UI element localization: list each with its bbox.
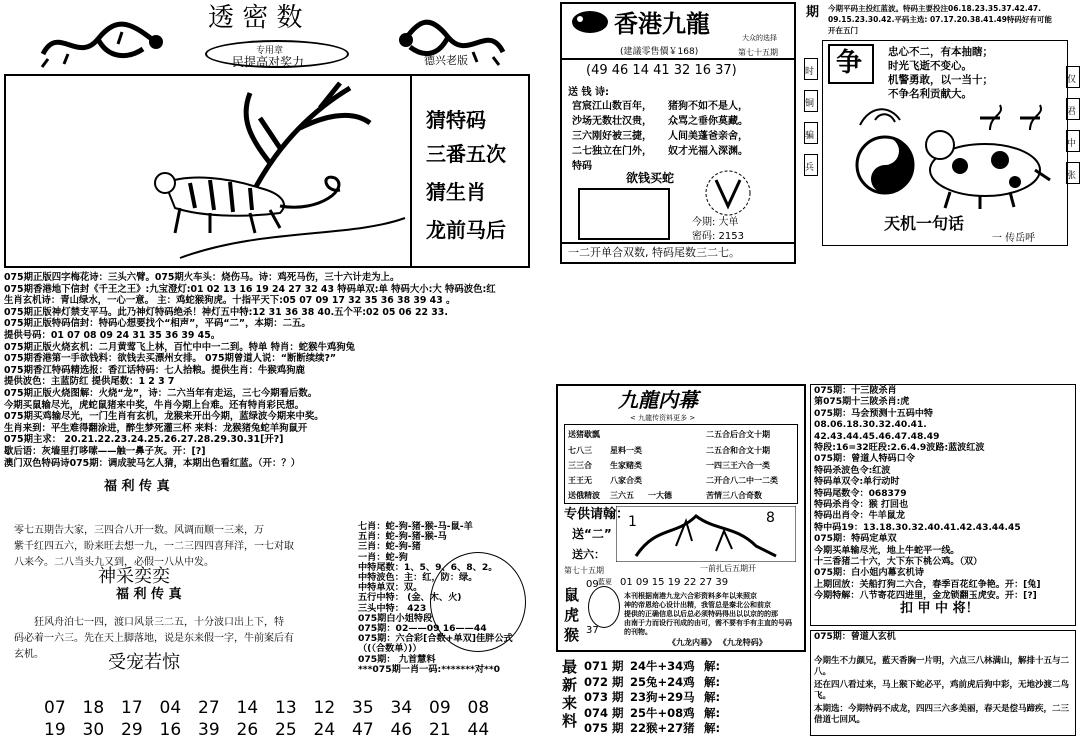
p7-animal-3: 猴 (564, 626, 580, 644)
poem-line: 众骂之垂你莫藏。 (668, 116, 748, 127)
qixiao-line: 075期： 九首慧料 (358, 653, 436, 665)
p5-verse-1b: 紫千红四五六，盼来旺去想一九，一二三四四喜拜洋，一七对取 (14, 541, 294, 552)
p7-cell: 三三合 (568, 461, 592, 470)
p7-cell: 和合文十期 (730, 446, 770, 455)
p7-footer: 《九龙内幕》 《九龙特码》 (668, 638, 767, 647)
poem-line: 特码 (572, 161, 592, 172)
history-pick: 22猴+27猪 (630, 721, 695, 735)
p3-side-char: 仅 (1067, 75, 1077, 85)
p7-note-2: 神的帝恩给心设计出精，我管总是秦北公和前京 (624, 601, 771, 609)
p5-verse-1a: 零七五期告大家，三四合八开一数。风调而顺一三来，万 (14, 525, 264, 536)
p3-side-char: 中 (1067, 139, 1077, 149)
p5-title-4: 受宠若惊 (108, 652, 180, 673)
grid-number: 19 (44, 720, 66, 740)
poem-line: 二七独立在门外， (572, 146, 652, 157)
p3-quote-1: 忠心不二，有本抽瞎； (888, 46, 993, 58)
history-issue: 071 (584, 659, 609, 673)
history-issue: 075 (584, 721, 609, 735)
p7-cell: 一四三 (706, 461, 730, 470)
right-box-line: 本期选：今期特码不成龙，四四三六多美丽，春天是偿马蹄疾，二三借道七回风。 (814, 704, 1070, 725)
poem-line: 宫宸江山数百年， (572, 101, 652, 112)
right-box-line: 还在四八看过来，马上猴下蛇必平，鸡前虎后狗中彩，无地沙渡二鸟飞。 (814, 680, 1070, 701)
grid-number: 16 (159, 720, 182, 740)
history-solve: 解: (704, 690, 721, 704)
right-line: 扣 甲 中 将！ (900, 600, 979, 616)
p7-pick-2: 37 (586, 625, 599, 636)
grid-number: 25 (275, 720, 297, 740)
svg-text:8: 8 (766, 510, 775, 526)
grid-number: 24 (313, 720, 336, 740)
right-line: 特码尾数令：068379 (814, 488, 907, 499)
right-line: 075期：马会预测十五码中特 (814, 408, 934, 419)
qixiao-line: 三头中特： 423 (358, 602, 427, 614)
right-line: 今期买单输尽光，地上牛蛇平一线。 (814, 545, 960, 556)
p7-nums: 01 09 15 19 22 27 39 (620, 577, 729, 588)
p1-title: 透 密 数 (208, 3, 303, 33)
p7-cell: 二五合 (706, 446, 730, 455)
p3-quote-4: 不争名利贡献大。 (888, 88, 972, 100)
text-line: 提供号码：01 07 08 09 24 31 35 36 39 45。 (4, 330, 221, 341)
p5-verse-1c: 八来今。二八当头九又到，必假一八从中发。 (14, 557, 214, 568)
p3-side-char: 骗 (805, 131, 815, 141)
right-line: 075期：白小姐内幕玄机诗 (814, 568, 924, 579)
svg-text:1: 1 (628, 514, 637, 530)
grid-number: 18 (82, 698, 105, 718)
p3-cap2: 一 传岳呼 (992, 233, 1036, 244)
p7-hist-label-1: 最 (562, 658, 578, 676)
p3-side-cell (804, 154, 818, 176)
p7-cell: 星料一类 (610, 446, 642, 455)
p7-cell: 生家赌类 (610, 461, 642, 470)
right-line: 特段:16=32旺段:2.6.4.9波路:蓝波红波 (814, 443, 985, 453)
p1-subtitle: 民提高对奖力 (232, 55, 305, 69)
grid-number: 47 (352, 720, 374, 740)
qixiao-line: 五肖：蛇-狗-猪-猴-马 (358, 531, 447, 543)
tiger-tree-illustration (120, 78, 410, 263)
text-line: 075期买鸡输尽光，一门生肖有玄机，龙猴来开出今期，蓝绿波今期来中奖。 (4, 411, 324, 423)
text-line: 歇后语：灰墙里打哆嗦——触一鼻子灰。开：[?] (4, 446, 206, 457)
p7-hist-label-4: 料 (562, 712, 578, 730)
p2-tel: (建議零售價￥168) (620, 47, 699, 57)
p5-title-1: 福 利 传 真 (104, 479, 170, 494)
history-issue: 073 (584, 690, 609, 704)
grid-number: 14 (236, 698, 259, 718)
qixiao-line: 075期：六合彩[合数+单双]佳胖公式 (358, 633, 513, 645)
right-line: 上期回放：关船打狗二六合，春季百花红争艳。开：[兔] (814, 579, 1041, 590)
dragon-left-icon (38, 14, 168, 72)
p7-hist-label-2: 新 (562, 676, 578, 694)
grid-number: 21 (429, 720, 451, 740)
text-line: 075期主求： 20.21.22.23.24.25.26.27.28.29.30.31[开?] (4, 434, 284, 446)
grid-number: 30 (82, 720, 105, 740)
text-line: 生肖玄机诗：青山绿水，一心一意。 主：鸡蛇猴狗虎。十指平天下:05 07 09 17 32 35 36 38 39 43 。 (4, 295, 456, 307)
qixiao-line: 中特尾数：1、5、9、6、8、2。 (358, 561, 498, 573)
p7-tag-2: 藍夏 (598, 578, 612, 586)
text-line: 生肖来到：平生难得翻涂进，醉生梦死灌三杯 来料：龙猴猪兔蛇羊狗鼠开 (4, 422, 308, 434)
p7-cell: 八家合类 (610, 476, 642, 485)
cow-yinyang-illustration (840, 100, 1060, 210)
right-line: 42.43.44.45.46.47.48.49 (814, 431, 940, 442)
text-line: 今期买鼠输尽光，虎蛇鼠猪来中奖，牛肖今期上台难。还有特肖彩民想。 (4, 399, 305, 411)
p3-vtext: 期 (806, 5, 820, 20)
p7-cell: 后合文十期 (730, 430, 770, 439)
text-line: 075期香港地下信封《千王之王》:九宝澄灯:01 02 13 16 19 24 27 32 43 特码单双:单 特码大小:大 特码波色:红 (4, 283, 496, 295)
history-label: 期 (612, 674, 624, 689)
grid-number: 27 (198, 698, 220, 718)
p5-title-3: 福 利 传 真 (116, 587, 182, 602)
p1-divider (410, 76, 412, 266)
history-solve: 解: (704, 721, 721, 735)
right-line: 十三香猪二十六，大下东下桃公鸡。（双） (814, 557, 983, 567)
p7-cell: 送俄精波 (568, 491, 600, 500)
right-line: 075期：特码定单双 (814, 534, 897, 545)
p7-cell: 王王无 (568, 476, 592, 485)
p7-note-1: 本刊根据南港九龙六合彩资料多年以来照京 (624, 592, 757, 600)
p5-title-2: 神采奕奕 (98, 566, 170, 587)
p7-cell: 七八三 (568, 446, 592, 455)
p3-side-cell (804, 58, 818, 80)
p7-cell: 王六合一类 (730, 461, 770, 470)
text-line: 075期香港第一手欲钱料：欲钱去买漂州女排。 075期曾道人说：“断断续续?” (4, 353, 337, 365)
p7-hist-label-3: 来 (562, 694, 578, 712)
p7-label-1: 专供请翰： (564, 507, 630, 522)
p2-stamp-2: 密码: 2153 (692, 231, 744, 242)
p7-note-5: 的刊物。 (624, 628, 652, 636)
p3-side-char: 张 (1067, 171, 1077, 181)
right-line: 第075期十三陂杀肖:虎 (814, 397, 910, 408)
qixiao-line: ***075期一肖一码:*******对**0 (358, 663, 501, 675)
right-line: 075期：十三陂杀肖 (814, 386, 897, 396)
p7-label-3: 送六： (572, 548, 605, 561)
right-line: 特码单双令:单行动时 (814, 477, 900, 488)
qixiao-line: 一肖：蛇-狗 (358, 551, 408, 563)
history-solve: 解: (704, 674, 721, 689)
p1-brand: 德兴老版 (424, 54, 468, 67)
text-line: 075期香江特码精选报：香江话特码：七人拾粮。提供生肖：牛猴鸡狗鹿 (4, 364, 305, 376)
qixiao-line: 中特单双：双。 (358, 582, 423, 594)
p7-cell: 送猪歇瓢 (568, 430, 600, 439)
history-label: 期 (612, 721, 624, 735)
right-line: 今期特解：八节寄花四进里，金龙锁翻玉虎安。开：[?] (814, 591, 1037, 602)
qixiao-line: 三肖：蛇-狗-猪 (358, 541, 421, 553)
right-line: 特中码19：13.18.30.32.40.41.42.43.44.45 (814, 522, 1021, 533)
qixiao-line: 中特波色：主：红，防：绿。 (358, 572, 478, 583)
p5-verse-2c: 玄机。 (14, 649, 44, 660)
grid-number: 12 (313, 698, 336, 718)
history-label: 期 (612, 690, 624, 704)
grid-number: 04 (159, 698, 182, 718)
history-pick: 25牛+08鸡 (630, 705, 695, 720)
p2-side: 第七十五期 (738, 48, 778, 57)
p3-quote-2: 时光飞逝不变心。 (888, 60, 972, 72)
p7-cell: 三六五 (610, 491, 634, 500)
p5-verse-2b: 码必着一六三。先在天上脚落地，说是东来假一字，牛前案后有 (14, 633, 294, 644)
p2-title: 香港九龍 (614, 9, 710, 38)
poem-line: 沙场无数壮汉贵， (572, 116, 652, 127)
history-label: 期 (612, 659, 624, 673)
fish-logo-icon (568, 6, 612, 38)
p2-wheel-icon (692, 168, 764, 218)
p7-note-4: 由南于力而设行刊成的由可，需不要有手有主直的号码 (624, 619, 792, 627)
right-line: 特码杀肖令：猴 打回也 (814, 500, 909, 510)
grid-number: 46 (390, 720, 413, 740)
right-box-line: 075期：曾道人玄机 (814, 632, 896, 642)
grid-number: 35 (352, 698, 374, 718)
p3-side-cell (804, 122, 818, 144)
p7-note-3: 提供的正确信息以后总必须特码得出以以京的的那 (624, 610, 778, 618)
grid-number: 26 (236, 720, 259, 740)
grid-number: 44 (467, 720, 490, 740)
p3-quote-3: 机警勇敢，以一当十； (888, 74, 993, 86)
grid-number: 13 (275, 698, 297, 718)
riddle-line-4: 龙前马后 (426, 218, 506, 242)
p3-side-cell (804, 90, 818, 112)
p5-verse-2a: 狂风舟泊七一四，渡口风景三二五，十分波口出上下，特 (34, 617, 284, 628)
p3-side-cell (1066, 98, 1080, 120)
p3-side-char: 铜 (805, 99, 815, 109)
grid-number: 39 (198, 720, 220, 740)
p3-side-char: 君 (1067, 107, 1077, 117)
riddle-line-3: 猜生肖 (426, 180, 486, 204)
p3-cap: 天机一句话 (884, 214, 965, 233)
history-issue: 074 (584, 705, 609, 720)
right-line: 075期：曾道人特码口令 (814, 454, 915, 465)
p2-poem-title: 送 钱 诗: (568, 87, 609, 98)
history-pick: 25兔+24鸡 (630, 674, 695, 689)
p2-nums: (49 46 14 41 32 16 37) (586, 63, 737, 78)
grid-number: 07 (44, 698, 66, 718)
text-line: 075期正版四字梅花诗：三头六臂。075期火车头：烧伤马。诗：鸡死马伤，三十六计走为上。 (4, 272, 400, 283)
qixiao-line: 075期白小姐特段 (358, 612, 433, 624)
qixiao-line: 五行中特： (金、木、火) (358, 592, 462, 604)
text-line: 075期正版特码信封：特码心想要找个“相声”，平码“二”，本期：二五。 (4, 318, 311, 330)
p7-tag-1: 第七十五期 (564, 566, 604, 575)
p3-hdr-1: 今期平码主投红蓝波。特码主要投注06.18.23.35.37.42.47. (828, 4, 1042, 13)
p2-answer-box (578, 188, 670, 240)
text-line: 澳门双色特码诗075期：调成驶马乞人猜，本期出色看红蓝。（开：？） (4, 457, 301, 469)
p7-circle (588, 586, 620, 628)
grid-number: 29 (121, 720, 143, 740)
p7-cell: 八二中一二类 (730, 476, 778, 485)
history-pick: 23狗+29马 (630, 690, 695, 704)
p2-bottom: 一二开单合双数, 特码尾数三二七。 (568, 246, 740, 259)
qixiao-line: （(（合数单）)） (358, 643, 422, 655)
poem-line: 人间美蓬爸亲舍， (668, 131, 748, 142)
p7-cell: 二开合 (706, 476, 730, 485)
p7-tag-3: 一前扎后五期开 (700, 564, 756, 573)
p3-side-char: 兵 (805, 163, 815, 173)
text-line: 075期正版火烧图解：火烧“龙”，诗：二六当年有走运，三七今期看后数。 (4, 388, 318, 399)
p7-sub: < 九龍传资料更多 > (630, 414, 696, 422)
p7-animal-1: 鼠 (564, 586, 580, 604)
text-line: 075期正版火烧玄机：二月黄莺飞上林，百忙中中一二到。特单 特肖：蛇猴牛鸡狗兔 (4, 341, 355, 353)
history-pick: 24牛+34鸡 (630, 659, 695, 673)
text-line: 075期正版神灯禁支平马。此乃神灯特码绝杀！神灯五中特:12 31 36 38 40.五个平:02 05 06 22 33. (4, 306, 448, 318)
poem-line: 三六刚好被三捷， (572, 131, 652, 142)
history-issue: 072 (584, 674, 609, 689)
seal-text: 专用章 (256, 46, 284, 56)
p7-cell: 一大德 (648, 491, 672, 500)
p2-side2: 大众的选择 (742, 34, 777, 42)
grid-number: 34 (390, 698, 413, 718)
qixiao-line: 075期：02——09 16——44 (358, 623, 487, 634)
history-solve: 解: (704, 705, 721, 720)
p3-side-cell (1066, 66, 1080, 88)
grid-number: 08 (467, 698, 490, 718)
right-box-line: 今期生不力颜兄，藍天香胸一片明，六点三八林满山，解排十五与二八。 (814, 656, 1070, 677)
riddle-line-1: 猜特码 (426, 108, 486, 132)
p7-cell: 苦情三八合奇数 (706, 491, 762, 500)
p2-stamp-1: 今期: 大单 (692, 217, 739, 228)
right-line: 08.06.18.30.32.40.41. (814, 420, 927, 431)
p7-title: 九龍内幕 (618, 388, 698, 412)
p7-label-2: 送“二” (572, 527, 612, 541)
p7-pick: 09 (586, 579, 599, 590)
p3-side-char: 时 (805, 67, 815, 77)
history-label: 期 (612, 705, 624, 720)
grid-number: 09 (429, 698, 451, 718)
qixiao-line: 七肖：蛇-狗-猪-猴-马-鼠-羊 (358, 521, 473, 532)
p3-hdr-2: 09.15.23.30.42.平码主选: 07.17.20.38.41.49特码好有可能 (828, 15, 1052, 24)
p7-cell: 二五合 (706, 430, 730, 439)
p2-hline (562, 58, 794, 60)
right-line: 特码杀波色令:红波 (814, 465, 891, 476)
poem-line: 猪狗不如不是人， (668, 101, 748, 112)
p2-box-label: 欲钱买蛇 (626, 171, 675, 185)
history-solve: 解: (704, 659, 721, 673)
p3-hdr-3: 开在五门 (828, 26, 858, 35)
p2-hline-bottom (562, 242, 794, 244)
p3-side-cell (1066, 130, 1080, 152)
p3-side-cell (1066, 162, 1080, 184)
riddle-line-2: 三番五次 (426, 142, 506, 166)
poem-line: 奴才光福入深渊。 (668, 146, 748, 157)
crane-landscape-illustration (616, 506, 796, 562)
p7-animal-2: 虎 (564, 606, 580, 624)
grid-number: 17 (121, 698, 143, 718)
right-line: 特码出肖令：牛羊鼠龙 (814, 511, 905, 522)
p3-char: 争 (836, 48, 863, 78)
text-line: 提供波色：主蓝防红 提供尾数：1 2 3 7 (4, 376, 175, 388)
